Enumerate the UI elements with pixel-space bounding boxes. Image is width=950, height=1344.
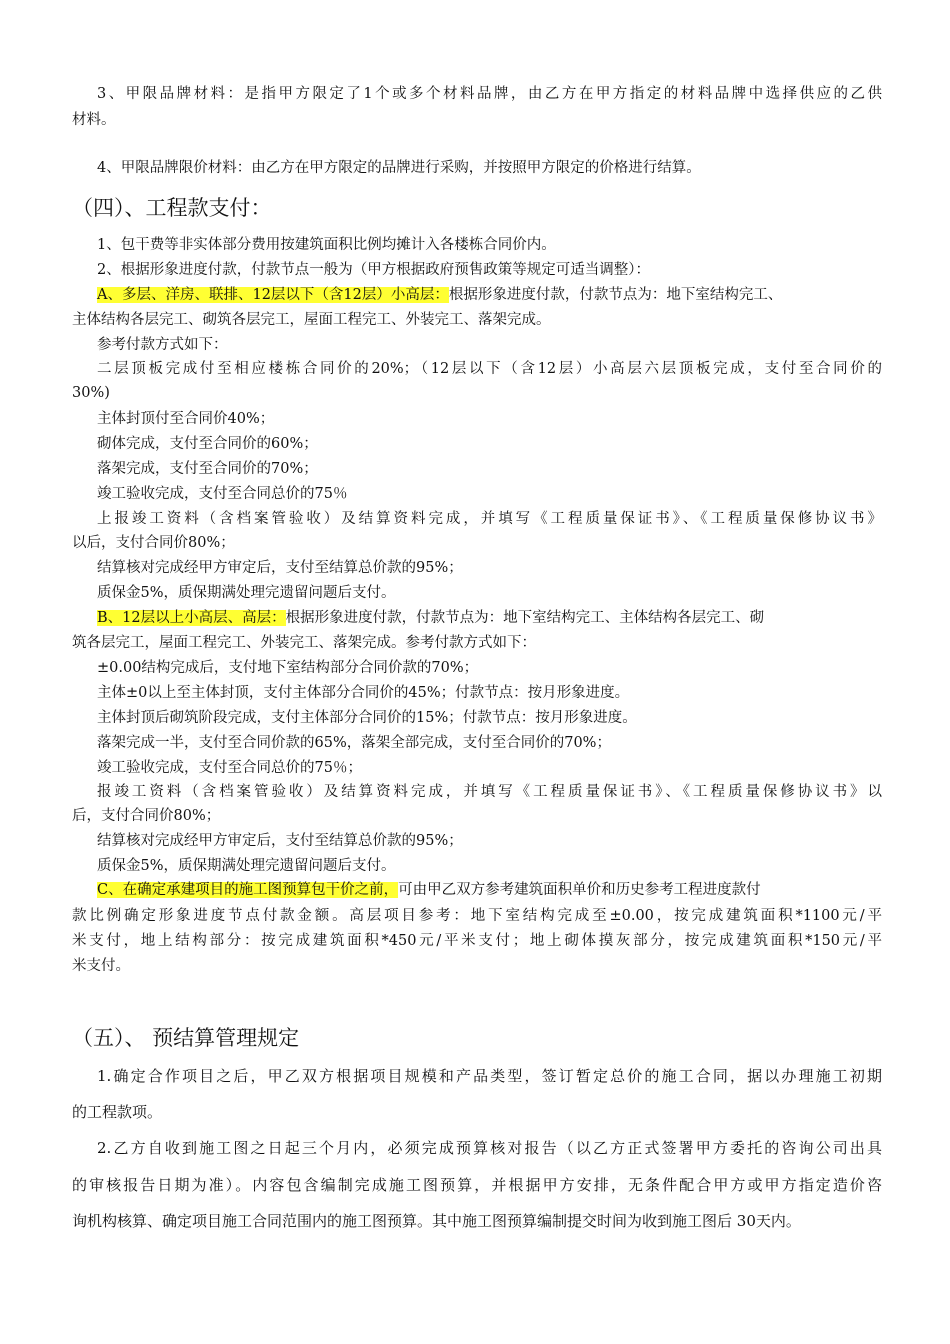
clause-b-rest: 根据形象进度付款，付款节点为：地下室结构完工、主体结构各层完工、砌: [285, 610, 765, 626]
clause-b-highlight: B、12层以上小高层、高层：: [97, 610, 286, 626]
clause-a-l1b: 30%): [72, 385, 110, 401]
clause-a-l3: 砌体完成，支付至合同价的60%；: [97, 436, 318, 452]
clause-b-line2: 筑各层完工，屋面工程完工、外装完工、落架完成。参考付款方式如下：: [72, 635, 536, 651]
section5-p2c: 询机构核算、确定项目施工合同范围内的施工图预算。其中施工图预算编制提交时间为收到施工图后 30天内。: [72, 1212, 801, 1230]
clause-a-line2: 主体结构各层完工、砌筑各层完工，屋面工程完工、外装完工、落架完成。: [72, 312, 551, 328]
section5-p2a: 2.乙方自收到施工图之日起三个月内，必须完成预算核对报告（以乙方正式签署甲方委托的咨询公司出具: [97, 1139, 882, 1157]
clause-a-l7: 结算核对完成经甲方审定后，支付至结算总价款的95%；: [97, 560, 463, 576]
clause-a-l2: 主体封顶付至合同价40%；: [97, 411, 275, 427]
clause-a-l8: 质保金5%，质保期满处理完遗留问题后支付。: [97, 585, 396, 601]
section5-heading: （五）、 预结算管理规定: [72, 1026, 300, 1050]
clause-c-highlight: C、在确定承建项目的施工图预算包干价之前，: [97, 882, 399, 898]
clause-b-l1: ±0.00结构完成后，支付地下室结构部分合同价款的70%；: [97, 660, 479, 676]
clause-a-l5: 竣工验收完成，支付至合同总价的75％: [97, 486, 348, 502]
clause-c-rest: 可由甲乙双方参考建筑面积单价和历史参考工程进度款付: [398, 882, 761, 898]
clause-b-l6b: 后，支付合同价80%；: [72, 808, 221, 824]
clause-b-line1: [97, 608, 882, 628]
clause-b-l8: 质保金5%，质保期满处理完遗留问题后支付。: [97, 858, 396, 874]
section5-p1b: 的工程款项。: [72, 1103, 163, 1121]
section4-p1: 1、包干费等非实体部分费用按建筑面积比例均摊计入各楼栋合同价内。: [97, 237, 556, 253]
clause-c-line2: 款比例确定形象进度节点付款金额。高层项目参考：地下室结构完成至±0.00，按完成建筑面积*1100元/平: [72, 908, 882, 924]
clause-a-l6b: 以后，支付合同价80%；: [72, 535, 235, 551]
section4-p2: 2、根据形象进度付款，付款节点一般为（甲方根据政府预售政策等规定可适当调整）：: [97, 262, 650, 278]
clause-a-rest: 根据形象进度付款，付款节点为：地下室结构完工、: [448, 287, 783, 303]
clause-b-l4: 落架完成一半，支付至合同价款的65%，落架全部完成，支付至合同价的70%；: [97, 735, 611, 751]
section5-p1a: 1.确定合作项目之后，甲乙双方根据项目规模和产品类型，签订暂定总价的施工合同，据以办理施工初期: [97, 1067, 882, 1085]
clause-b-l7: 结算核对完成经甲方审定后，支付至结算总价款的95%；: [97, 833, 463, 849]
item4: 4、甲限品牌限价材料：由乙方在甲方限定的品牌进行采购，并按照甲方限定的价格进行结算。: [97, 160, 701, 176]
clause-b-l2: 主体±0以上至主体封顶，支付主体部分合同价的45%；付款节点：按月形象进度。: [97, 685, 630, 701]
section5-p2b: 的审核报告日期为准）。内容包含编制完成施工图预算，并根据甲方安排，无条件配合甲方或甲方指定造价咨: [72, 1176, 882, 1194]
clause-c-line4: 米支付。: [72, 958, 130, 974]
clause-c-line3: 米支付，地上结构部分：按完成建筑面积*450元/平米支付；地上砌体摸灰部分，按完成建筑面积*150元/平: [72, 933, 882, 949]
clause-b-l6a: 报竣工资料（含档案管验收）及结算资料完成，并填写《工程质量保证书》、《工程质量保修协议书》以: [97, 784, 882, 800]
clause-a-l1a: 二层顶板完成付至相应楼栋合同价的20%；（12层以下（含12层）小高层六层顶板完成，支付至合同价的: [97, 361, 882, 377]
section4-heading: （四）、工程款支付：: [72, 196, 272, 220]
clause-a-l6a: 上报竣工资料（含档案管验收）及结算资料完成，并填写《工程质量保证书》、《工程质量保修协议书》: [97, 511, 882, 527]
item3-line1: 3、甲限品牌材料：是指甲方限定了1个或多个材料品牌，由乙方在甲方指定的材料品牌中选择供应的乙供: [97, 86, 882, 102]
clause-a-highlight: A、多层、洋房、联排、12层以下（含12层）小高层：: [97, 287, 449, 303]
clause-a-l4: 落架完成，支付至合同价的70%；: [97, 461, 318, 477]
clause-c-line1: [97, 880, 882, 900]
clause-a-line1: [97, 285, 882, 305]
item3-line2: 材料。: [72, 112, 116, 128]
clause-b-l3: 主体封顶后砌筑阶段完成，支付主体部分合同价的15%；付款节点：按月形象进度。: [97, 710, 637, 726]
clause-a-ref: 参考付款方式如下：: [97, 337, 228, 353]
clause-b-l5: 竣工验收完成，支付至合同总价的75％；: [97, 760, 362, 776]
